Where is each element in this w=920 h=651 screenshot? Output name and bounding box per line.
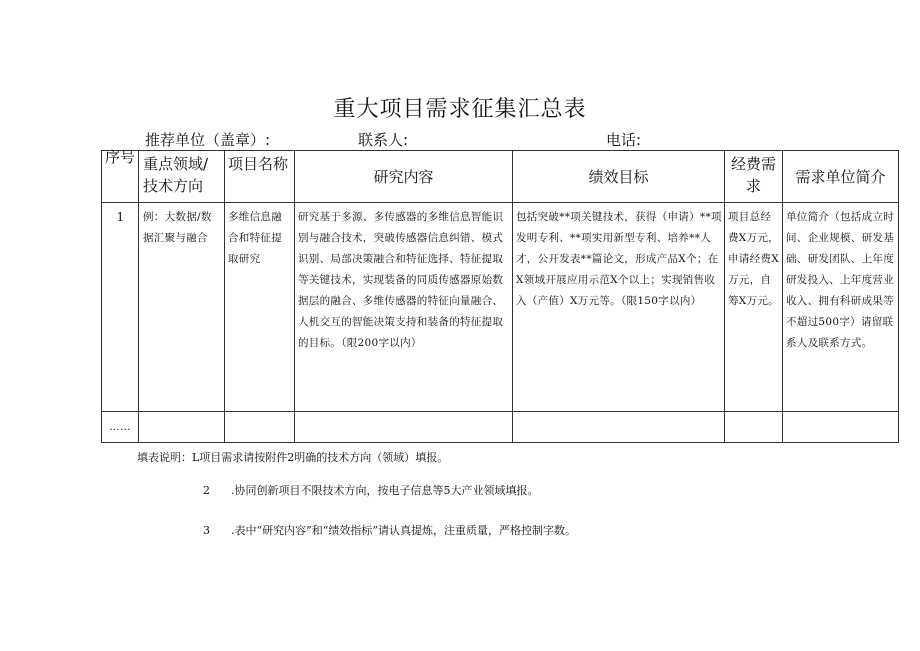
recommending-unit-label: 推荐单位（盖章）:	[145, 131, 271, 149]
col-header-index: 序号	[102, 151, 139, 203]
col-header-funding: 经费需求	[725, 151, 783, 203]
row-index: 1	[102, 203, 139, 412]
row-unit-intro: 单位简介（包括成立时间、企业规模、研发基础、研发团队、上年度研发投入、上年度营业收入、拥有科研成果等不超过500字）请留联系人及联系方式。	[783, 203, 899, 412]
summary-table	[101, 150, 899, 443]
row-field: 例：大数据/数据汇聚与融合	[139, 203, 225, 412]
col-header-intro: 需求单位简介	[783, 151, 899, 203]
note-3: 3 .表中“研究内容”和“绩效指标”请认真提炼，注重质量，严格控制字数。	[203, 524, 576, 537]
col-header-research: 研究内容	[295, 151, 513, 203]
table-row	[102, 412, 899, 443]
table-row	[102, 203, 899, 412]
contact-label: 联系人:	[358, 131, 409, 149]
row-research-content: 研究基于多源、多传感器的多维信息智能识别与融合技术，突破传感器信息纠错、模式识别、局部决策融合和特征选择、特征提取等关键技术，实现装备的同质传感器原始数据层的融合、多维传感器的特征向量融合、人机交互的智能决策支持和装备的特征提取的目标。（限200字以内）	[295, 203, 513, 412]
row-project-name: 多维信息融合和特征提取研究	[225, 203, 295, 412]
row-funding: 项目总经费X万元，申请经费X万元，自筹X万元。	[725, 203, 783, 412]
col-header-name: 项目名称	[225, 151, 295, 203]
page-title: 重大项目需求征集汇总表	[333, 97, 587, 122]
note-2: 2 .协同创新项目不限技术方向，按电子信息等5大产业领域填报。	[203, 484, 539, 497]
col-header-goal: 绩效目标	[513, 151, 725, 203]
phone-label: 电话:	[606, 131, 642, 149]
note-1: 填表说明：L项目需求请按附件2明确的技术方向（领域）填报。	[137, 451, 449, 464]
col-header-field: 重点领域/技术方向	[139, 151, 225, 203]
table-header-row	[102, 151, 899, 203]
row-performance-goal: 包括突破**项关键技术，获得（申请）**项发明专利、**项实用新型专利、培养**人才，公开发表**篇论文，形成产品X个；在X领域开展应用示范X个以上；实现销售收入（产值）X万元等。（限150字以内）	[513, 203, 725, 412]
row-ellipsis: ……	[102, 412, 139, 443]
